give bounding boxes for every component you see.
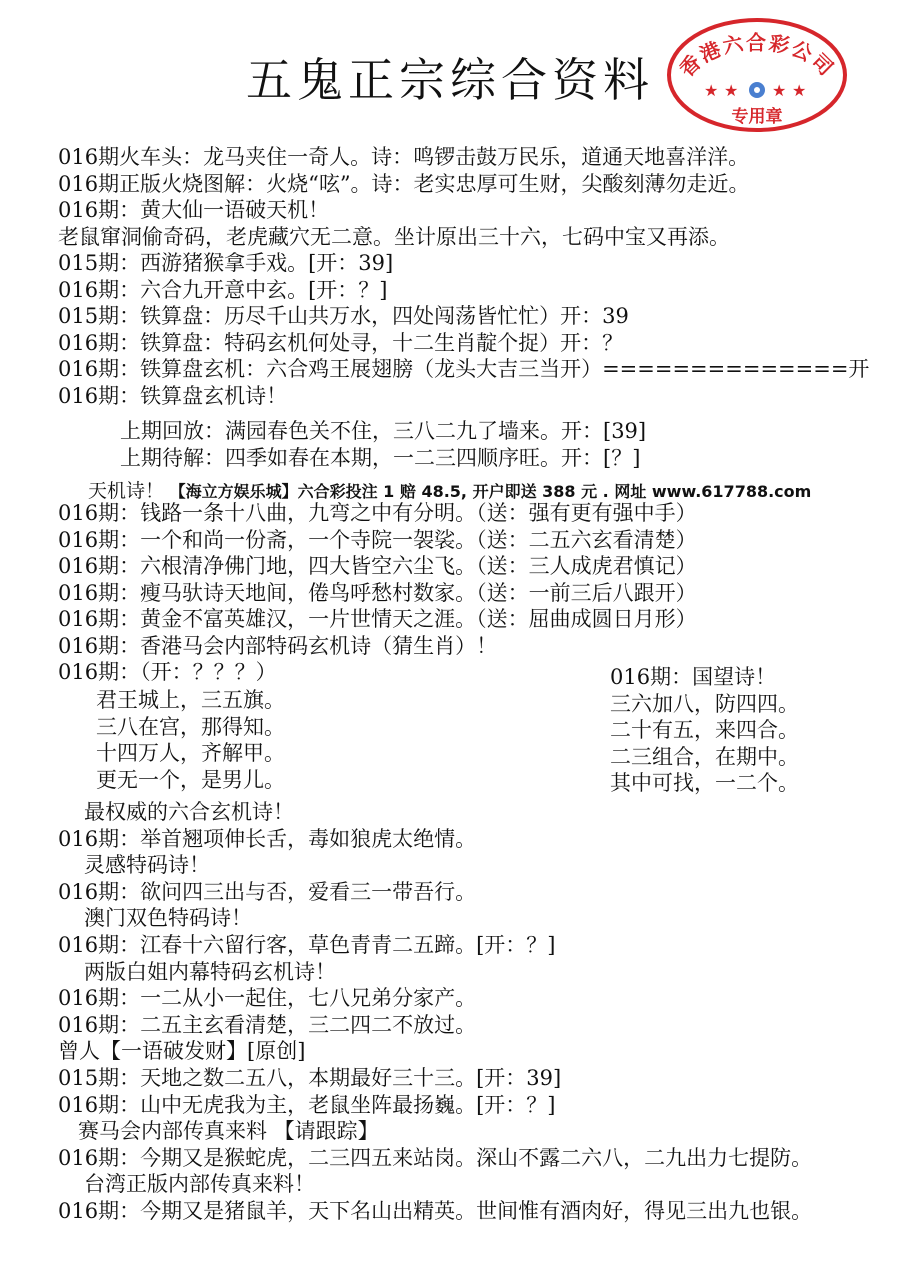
text-line: 016期：山中无虎我为主，老鼠坐阵最扬巍。[开：？] [58, 1092, 556, 1117]
text-line: 二三组合，在期中。 [610, 744, 799, 769]
text-line: 016期：一二从小一起住，七八兄弟分家产。 [58, 986, 477, 1011]
text-line: 最权威的六合玄机诗！ [84, 800, 294, 824]
text-line: 015期：西游猪猴拿手戏。[开：39] [58, 251, 394, 275]
text-line: 老鼠窜洞偷奇码，老虎藏穴无二意。坐计原出三十六，七码中宝又再添。 [58, 224, 730, 249]
text-line: 台湾正版内部传真来料！ [84, 1172, 315, 1197]
ad-lead: 天机诗！ [88, 480, 165, 502]
svg-text:★: ★ [724, 81, 739, 100]
text-line: 上期回放：满园春色关不住，三八二九了墙来。开：[39] [120, 419, 647, 443]
text-line: 灵感特码诗！ [84, 853, 210, 878]
text-line: 上期待解：四季如春在本期，一二三四顺序旺。开：[？] [120, 445, 641, 470]
text-line: 016期：（开：？？？） [58, 660, 277, 684]
text-line: 016期：香港马会内部特码玄机诗（猜生肖）！ [58, 633, 498, 658]
ad-text: 【海立方娱乐城】六合彩投注 1 赔 48.5, 开户即送 388 元 . 网址 www.617788.com [169, 482, 812, 501]
text-line: 015期：天地之数二五八，本期最好三十三。[开：39] [58, 1066, 562, 1090]
text-line: 曾人【一语破发财】[原创] [58, 1039, 306, 1064]
text-line: 三六加八，防四四。 [610, 691, 799, 716]
text-line: 016期：欲问四三出与否，爱看三一带吾行。 [58, 879, 477, 904]
text-line: 两版白姐内幕特码玄机诗！ [84, 959, 336, 984]
text-line: 其中可找，一二个。 [610, 771, 799, 795]
text-line: 君王城上，三五旗。 [96, 688, 285, 712]
text-line: 澳门双色特码诗！ [84, 906, 252, 931]
text-line: 016期：钱路一条十八曲，九弯之中有分明。（送：强有更有强中手） [58, 501, 697, 525]
text-line: 015期：铁算盘：历尽千山共万水，四处闯荡皆忙忙）开：39 [58, 304, 629, 328]
text-line: 016期：黄金不富英雄汉，一片世情天之涯。（送：屈曲成圆日月形） [58, 607, 697, 631]
text-line: 016期：铁算盘玄机诗！ [58, 383, 288, 408]
text-line: 016期：铁算盘玄机：六合鸡王展翅膀（龙头大吉三当开）==============开 [58, 357, 870, 381]
text-line: 016期：二五主玄看清楚，三二四二不放过。 [58, 1012, 477, 1037]
svg-text:★: ★ [792, 81, 807, 100]
svg-text:香港六合彩公司 [675, 30, 840, 81]
text-line: 016期：六根清净佛门地，四大皆空六尘飞。（送：三人成虎君慎记） [58, 554, 697, 578]
text-line: 016期：瘦马驮诗天地间，倦鸟呼愁村数家。（送：一前三后八跟开） [58, 580, 697, 605]
text-line: 016期：铁算盘：特码玄机何处寻，十二生肖靛个捉）开：？ [58, 330, 624, 355]
text-line: 016期：举首翘项伸长舌，毒如狼虎太绝情。 [58, 826, 477, 851]
text-line: 016期：江春十六留行客，草色青青二五蹄。[开：？] [58, 933, 556, 957]
text-line: 二十有五，来四合。 [610, 718, 799, 742]
stamp-top-text: 香港六合彩公司 [674, 30, 840, 82]
text-line: 016期：黄大仙一语破天机！ [58, 198, 330, 222]
page-title: 五鬼正宗综合资料 [246, 53, 654, 107]
text-line: 016期：今期又是猴蛇虎，二三四五来站岗。深山不露二六八，二九出力七提防。 [58, 1145, 813, 1170]
svg-text:★: ★ [772, 81, 787, 100]
text-line: 016期火车头：龙马夹住一奇人。诗：鸣锣击鼓万民乐，道通天地喜洋洋。 [58, 145, 750, 169]
stamp-bottom-text: 专用章 [731, 107, 783, 127]
svg-text:★: ★ [704, 81, 719, 100]
text-line: 016期：一个和尚一份斋，一个寺院一袈裟。（送：二五六玄看清楚） [58, 527, 697, 552]
text-line: 赛马会内部传真来料 【请跟踪】 [78, 1119, 379, 1144]
text-line: 016期：国望诗！ [610, 665, 777, 689]
text-line: 016期：今期又是猪鼠羊，天下名山出精英。世间惟有酒肉好，得见三出九也银。 [58, 1199, 813, 1223]
text-line: 更无一个，是男儿。 [96, 767, 285, 792]
text-line: 016期正版火烧图解：火烧“呟”。诗：老实忠厚可生财，尖酸刻薄勿走近。 [58, 171, 750, 196]
text-line: 十四万人，齐解甲。 [96, 741, 285, 765]
text-line: 016期：六合九开意中玄。[开：？] [58, 277, 388, 302]
text-line: 三八在宫，那得知。 [96, 714, 285, 739]
ad-banner [88, 476, 811, 503]
company-stamp [664, 16, 850, 134]
